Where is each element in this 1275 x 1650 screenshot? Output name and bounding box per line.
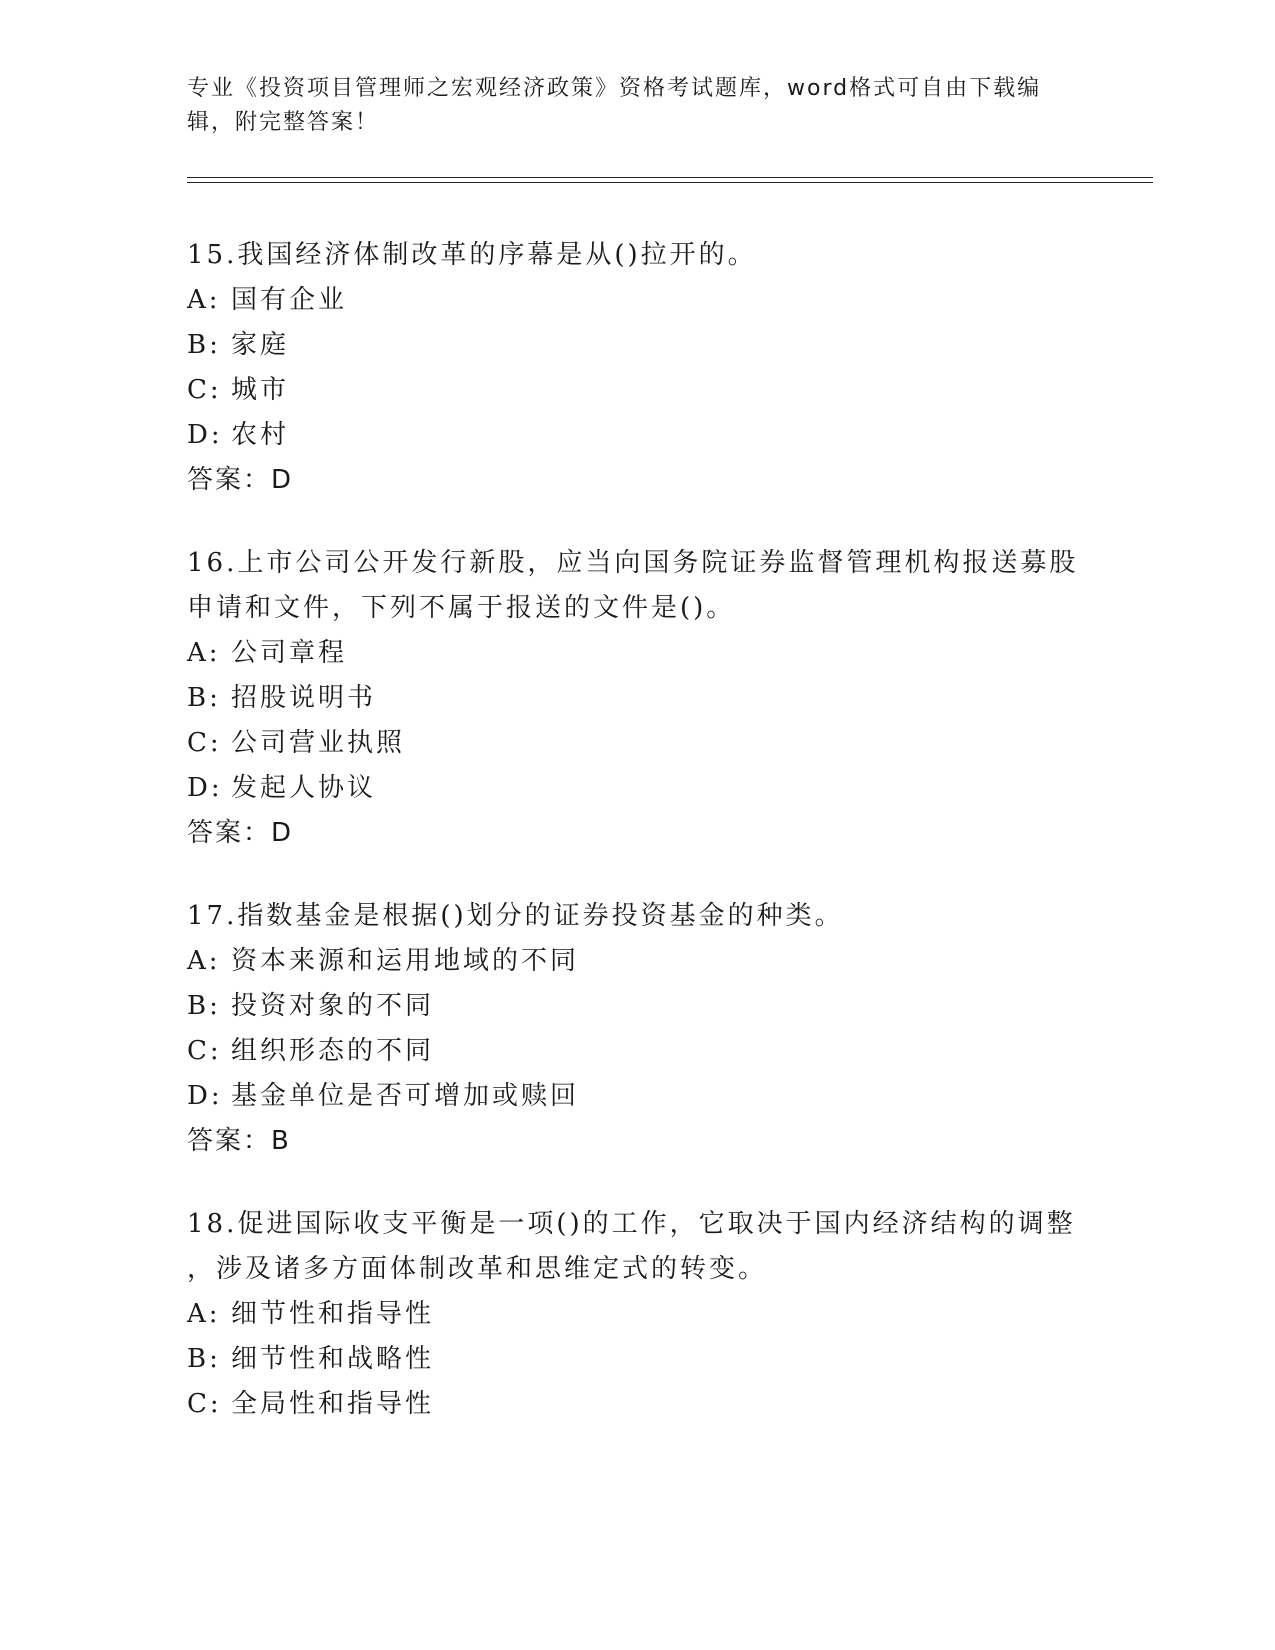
question-17 <box>187 894 1087 1164</box>
option-c: C: 公司营业执照 <box>187 728 406 758</box>
answer: 答案：B <box>187 1126 291 1156</box>
option-c: C: 组织形态的不同 <box>187 1036 435 1066</box>
header-divider-bottom <box>187 182 1153 183</box>
question-text-line-1: 16.上市公司公开发行新股，应当向国务院证券监督管理机构报送募股 <box>187 548 1079 578</box>
header-divider-top <box>187 177 1153 178</box>
header-line-2: 辑，附完整答案！ <box>187 110 380 135</box>
option-d: D: 基金单位是否可增加或赎回 <box>187 1081 580 1111</box>
option-b: B: 家庭 <box>187 330 290 360</box>
option-b: B: 投资对象的不同 <box>187 991 435 1021</box>
question-text-line-1: 18.促进国际收支平衡是一项()的工作，它取决于国内经济结构的调整 <box>187 1209 1076 1239</box>
question-list <box>187 233 1087 1465</box>
document-header <box>187 72 1067 140</box>
question-15 <box>187 233 1087 503</box>
option-d: D: 农村 <box>187 420 290 450</box>
question-16 <box>187 541 1087 856</box>
option-a: A: 资本来源和运用地域的不同 <box>187 946 580 976</box>
option-a: A: 国有企业 <box>187 285 348 315</box>
question-text-line-2: 申请和文件，下列不属于报送的文件是()。 <box>187 593 736 623</box>
question-text-line-2: ，涉及诸多方面体制改革和思维定式的转变。 <box>187 1254 768 1284</box>
answer: 答案：D <box>187 818 294 848</box>
question-18 <box>187 1202 1087 1427</box>
header-line-1: 专业《投资项目管理师之宏观经济政策》资格考试题库，word格式可自由下载编 <box>187 76 1042 101</box>
question-text: 15.我国经济体制改革的序幕是从()拉开的。 <box>187 240 757 270</box>
option-c: C: 城市 <box>187 375 290 405</box>
option-a: A: 公司章程 <box>187 638 348 668</box>
option-b: B: 细节性和战略性 <box>187 1344 435 1374</box>
option-d: D: 发起人协议 <box>187 773 377 803</box>
answer: 答案：D <box>187 465 294 495</box>
option-b: B: 招股说明书 <box>187 683 377 713</box>
option-a: A: 细节性和指导性 <box>187 1299 435 1329</box>
question-text: 17.指数基金是根据()划分的证券投资基金的种类。 <box>187 901 844 931</box>
option-c: C: 全局性和指导性 <box>187 1389 435 1419</box>
